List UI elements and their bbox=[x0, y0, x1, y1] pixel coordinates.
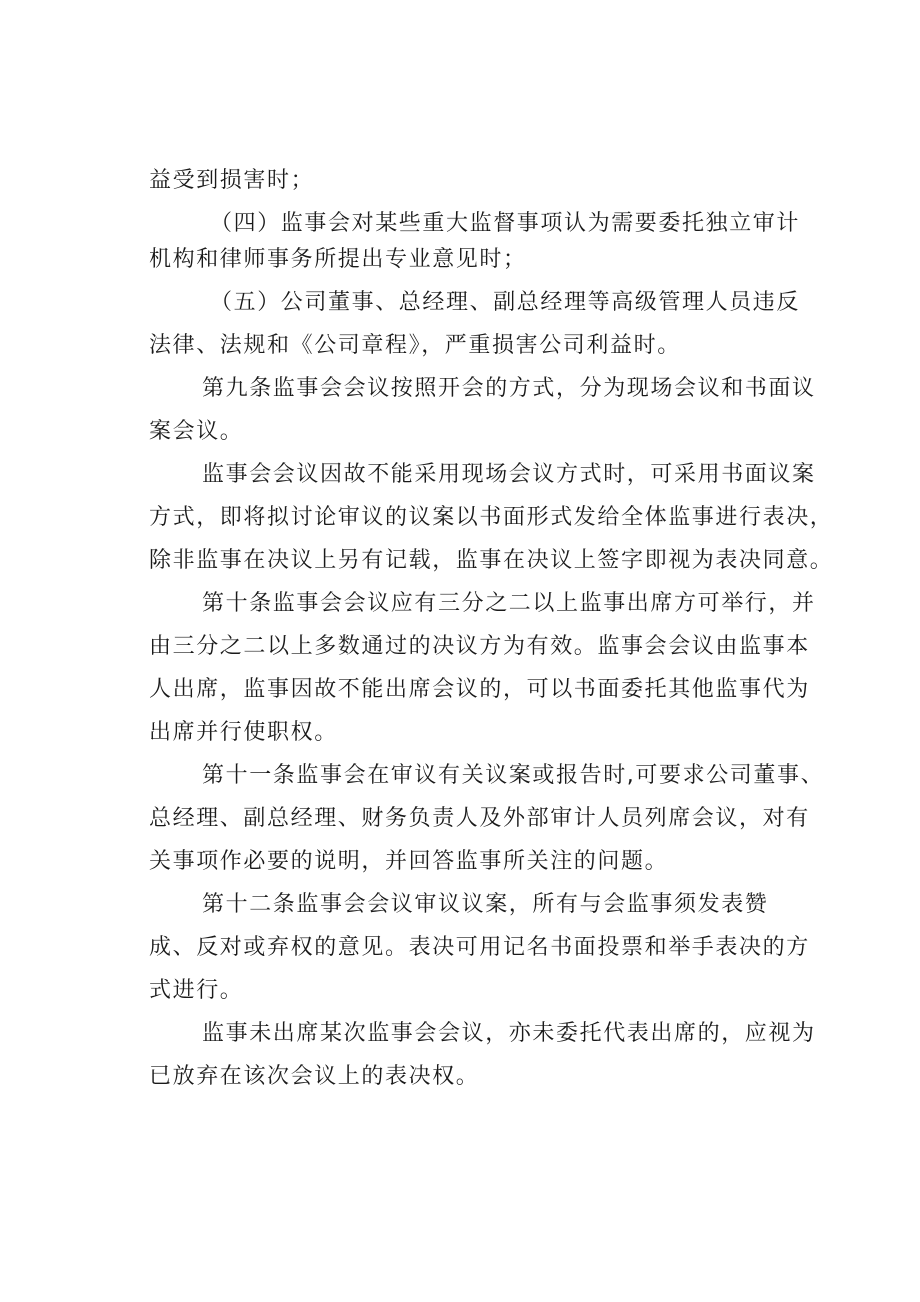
text-line: 总经理、副总经理、财务负责人及外部审计人员列席会议，对有 bbox=[149, 806, 810, 831]
text-line: （四）监事会对某些重大监督事项认为需要委托独立审计 bbox=[210, 211, 801, 236]
text-line: 关事项作必要的说明，并回答监事所关注的问题。 bbox=[149, 849, 669, 874]
text-line: 第十条监事会会议应有三分之二以上监事出席方可举行，并 bbox=[202, 591, 816, 616]
text-line: 案会议。 bbox=[149, 419, 244, 444]
text-line: 已放弃在该次会议上的表决权。 bbox=[149, 1064, 480, 1089]
text-line: （五）公司董事、总经理、副总经理等高级管理人员违反 bbox=[210, 290, 801, 315]
text-line: 人出席，监事因故不能出席会议的，可以书面委托其他监事代为 bbox=[149, 677, 810, 702]
text-line: 监事未出席某次监事会会议，亦未委托代表出席的，应视为 bbox=[202, 1021, 816, 1046]
text-line: 第十二条监事会会议审议议案，所有与会监事须发表赞 bbox=[202, 892, 769, 917]
text-line: 成、反对或弃权的意见。表决可用记名书面投票和举手表决的方 bbox=[149, 935, 810, 960]
text-line: 除非监事在决议上另有记载，监事在决议上签字即视为表决同意。 bbox=[149, 548, 834, 573]
text-line: 监事会会议因故不能采用现场会议方式时，可采用书面议案 bbox=[202, 462, 816, 487]
text-line: 第九条监事会会议按照开会的方式，分为现场会议和书面议 bbox=[202, 376, 816, 401]
text-line: 由三分之二以上多数通过的决议方为有效。监事会会议由监事本 bbox=[149, 634, 810, 659]
text-line: 第十一条监事会在审议有关议案或报告时,可要求公司董事、 bbox=[202, 763, 825, 788]
text-line: 出席并行使职权。 bbox=[149, 720, 338, 745]
text-line: 方式，即将拟讨论审议的议案以书面形式发给全体监事进行表决， bbox=[149, 505, 834, 530]
text-line: 益受到损害时； bbox=[149, 168, 315, 193]
text-line: 式进行。 bbox=[149, 978, 244, 1003]
text-line: 机构和律师事务所提出专业意见时； bbox=[149, 247, 527, 272]
text-line: 法律、法规和《公司章程》，严重损害公司利益时。 bbox=[149, 333, 681, 358]
